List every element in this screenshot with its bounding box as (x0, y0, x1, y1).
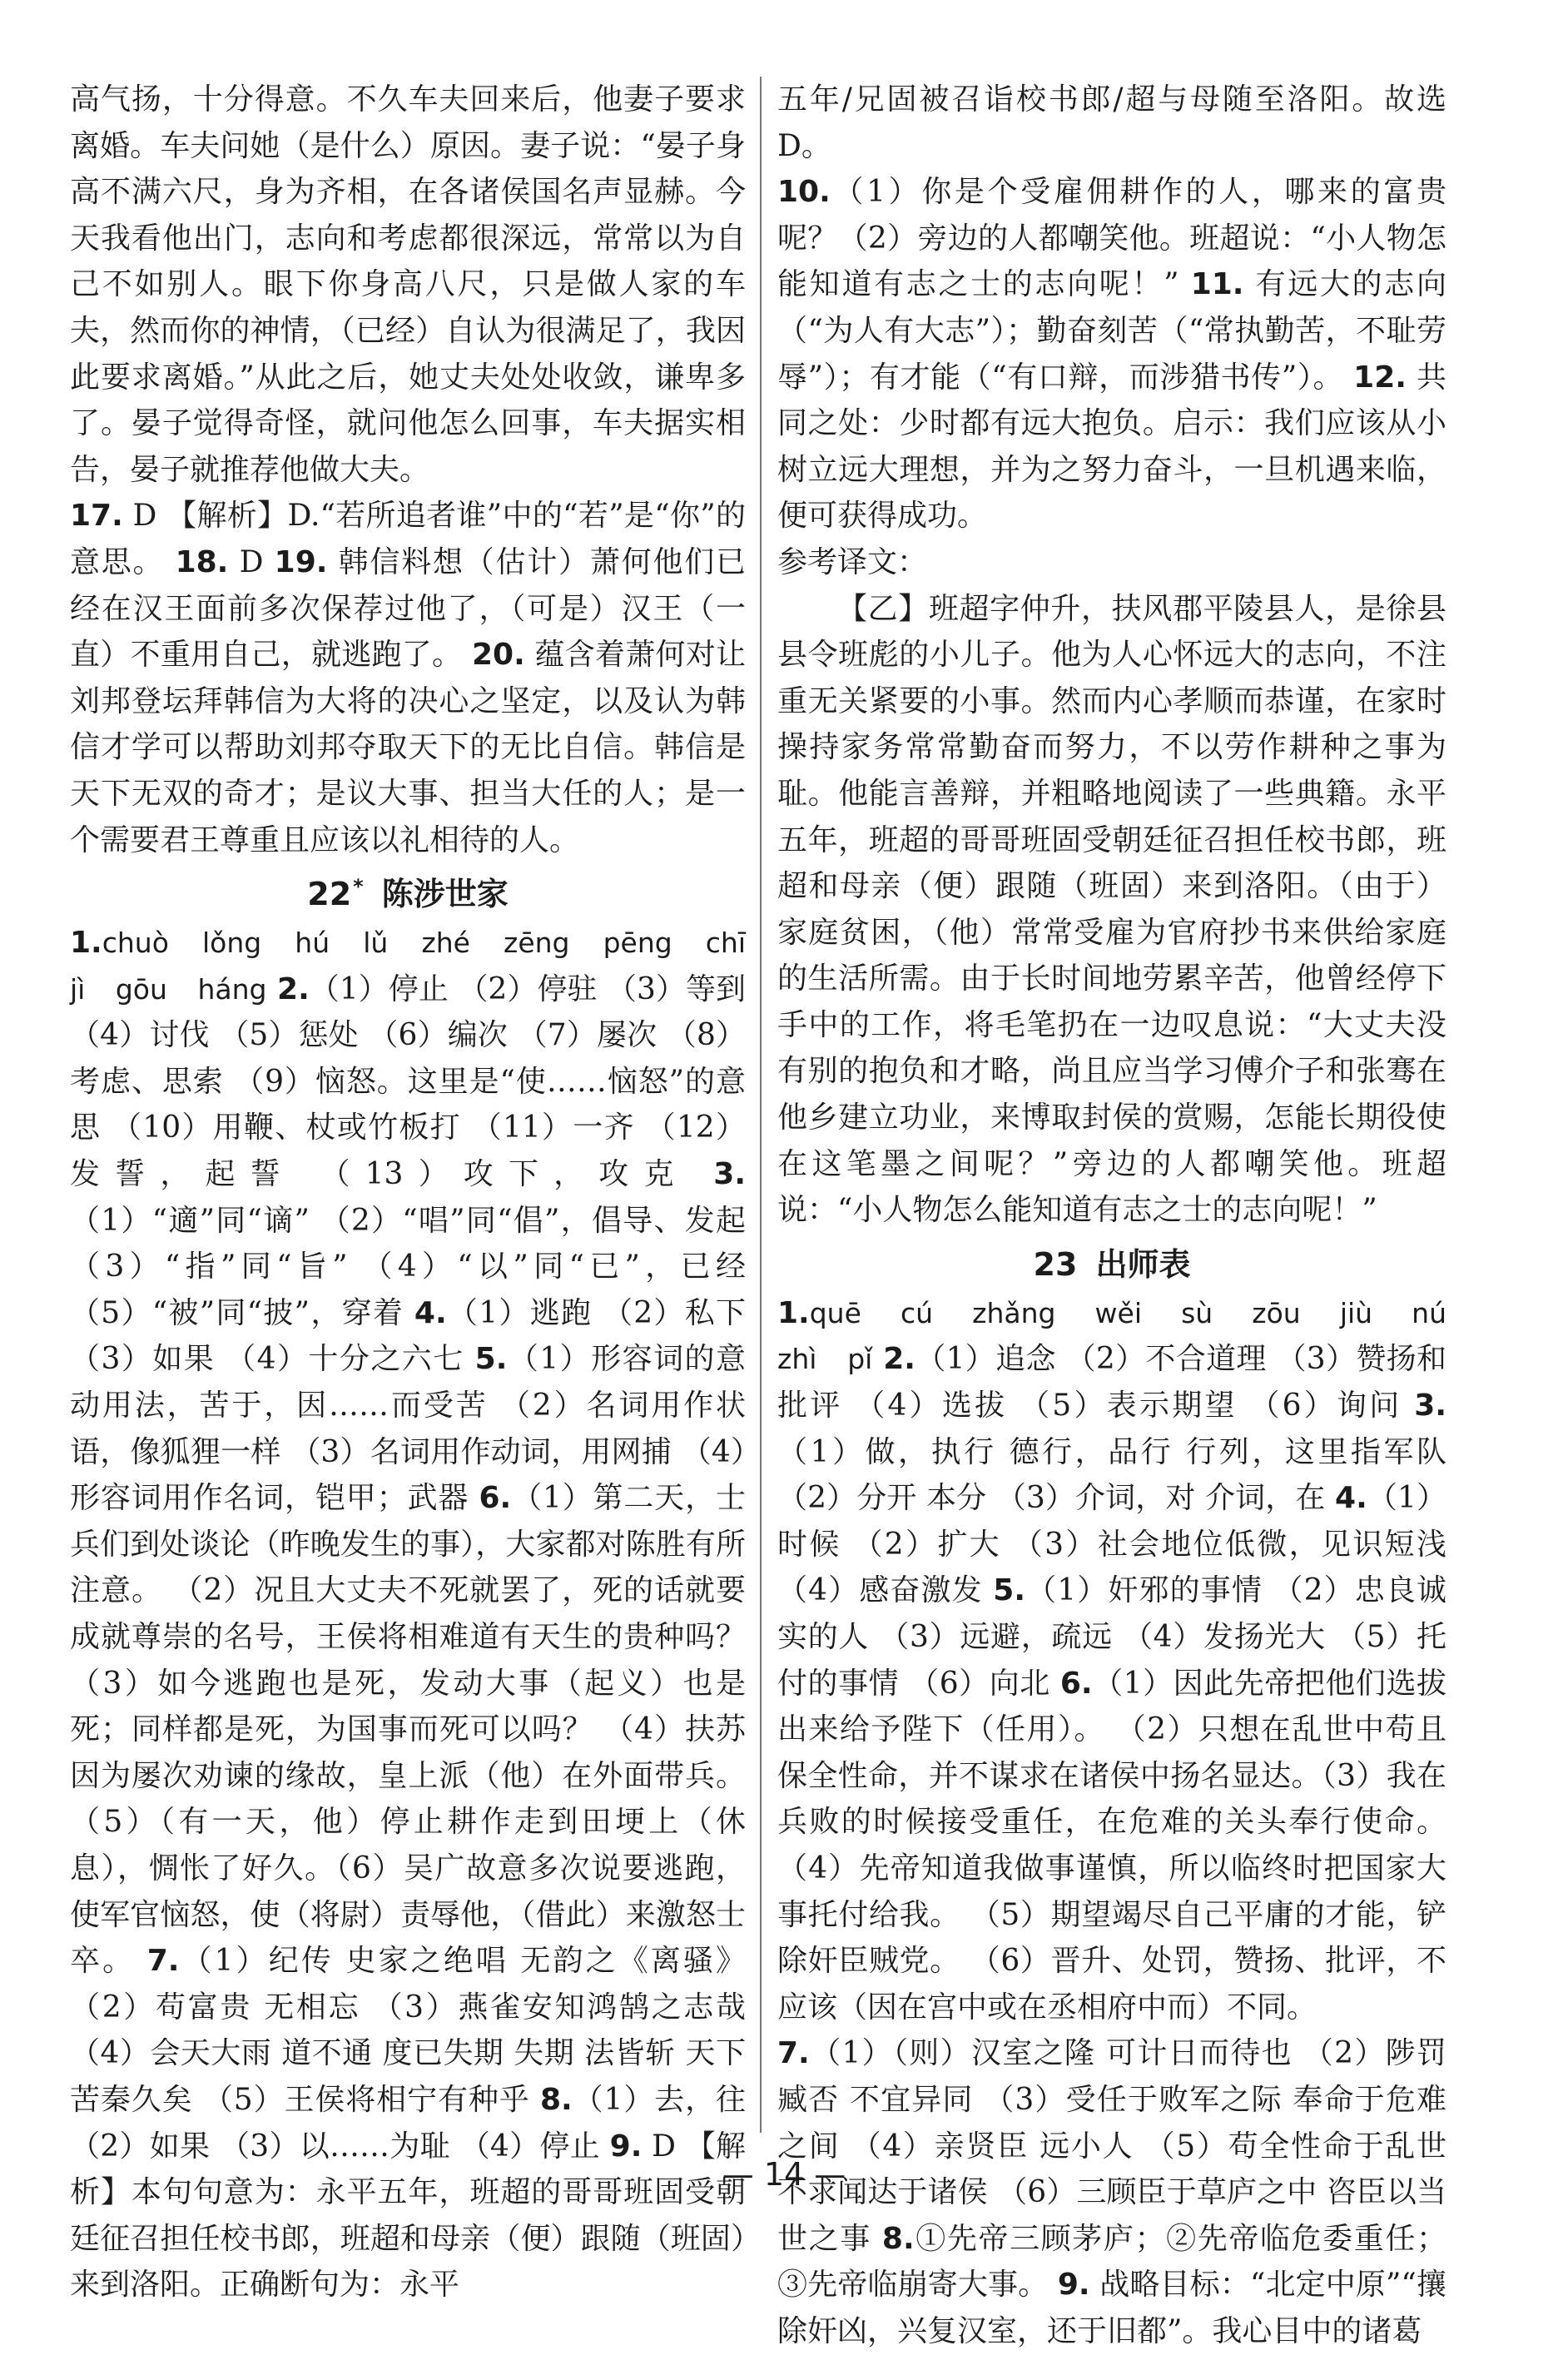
s23-q3-number: 3. (1414, 1389, 1446, 1423)
s22-pinyin: chuò lǒng hú lǔ zhé zēng pēng chī jì gōu háng (70, 927, 746, 1006)
s22-q9-text: D 【解析】本句句意为：永平五年，班超的哥哥班固受朝廷征召担任校书郎，班超和母亲（便）跟随（班固）来到洛阳。正确断句为：永平 (70, 2129, 746, 2303)
s23-q9-text: 战略目标：“北定中原”“攘除奸凶，兴复汉室，还于旧都”。我心目中的诸葛 (777, 2268, 1446, 2348)
q17-number: 17. (70, 499, 123, 534)
s22-q2-number: 2. (266, 971, 310, 1006)
section-23-title: 出师表 (1095, 1245, 1191, 1283)
q19-number: 19. (274, 544, 328, 579)
q20-number: 20. (472, 638, 525, 673)
s22-q8-text: （1）去，往 （2）如果 （3）以……为耻 （4）停止 (70, 2082, 747, 2164)
q20-text: 蕴含着萧何对让刘邦登坛拜韩信为大将的决心之坚定，以及认为韩信才学可以帮助刘邦夺取天下的无比自信。韩信是天下无双的奇才；是议大事、担当大任的人；是一个需要君王尊重且应该以礼相待的人。 (70, 638, 746, 857)
right-column (777, 77, 1446, 2355)
section-22-heading (70, 870, 746, 918)
answers-17-20 (70, 493, 746, 863)
q12-number: 12. (1353, 360, 1407, 395)
s22-q4-text: （1）逃跑 （2）私下 （3）如果 （4）十分之六七 (70, 1295, 746, 1377)
q10-text: （1）你是个受雇佣耕作的人，哪来的富贵呢？（2）旁边的人都嘲笑他。班超说：“小人物怎能知道有志之士的志向呢！” (777, 175, 1446, 302)
section-23-number: 23 (1033, 1245, 1078, 1283)
q18-text: D (228, 544, 275, 579)
s23-q7-number: 7. (777, 2036, 810, 2071)
s22-q2-text: （1）停止 （2）停驻 （3）等到 （4）讨伐 （5）惩处 （6）编次 （7）屡次 （8）考虑、思索 （9）恼怒。这里是“使……恼怒”的意思 （10）用鞭、杖或竹板打 （11）一齐 （12）发誓，起誓 （13）攻下，攻克 (70, 971, 746, 1192)
s23-q1-number: 1. (777, 1295, 810, 1330)
left-column (70, 77, 746, 2308)
s23-q4-text: （1）时候 （2）扩大 （3）社会地位低微，见识短浅 （4）感奋激发 (777, 1481, 1447, 1608)
section-23-heading (777, 1240, 1446, 1289)
q10-number: 10. (777, 175, 831, 210)
s23-q8-text: ①先帝三顾茅庐；②先帝临危委重任；③先帝临崩寄大事。 (777, 2221, 1446, 2303)
s23-q3-text: （1）做，执行 德行，品行 行列，这里指军队 （2）分开 本分 （3）介词，对 介词，在 (777, 1434, 1446, 1516)
s23-q2-text: （1）追念 （2）不合道理 （3）赞扬和批评 （4）选拔 （5）表示期望 （6）询问 (777, 1342, 1447, 1423)
section-22-star: * (353, 875, 364, 899)
q9-continued: 五年/兄固被召诣校书郎/超与母随至洛阳。故选 D。 (777, 82, 1446, 163)
s22-q9-number: 9. (609, 2129, 643, 2164)
q18-number: 18. (175, 544, 229, 579)
s23-q9-number: 9. (1057, 2268, 1090, 2303)
s23-q5-text: （1）奸邪的事情 （2）忠良诚实的人 （3）远避，疏远 （4）发扬光大 （5）托付的事情 （6）向北 (777, 1573, 1446, 1701)
s22-q1-number: 1. (70, 926, 102, 961)
section-22-title: 陈涉世家 (381, 876, 509, 913)
s22-q7-number: 7. (146, 1944, 180, 1979)
q11-text: 有远大的志向（“为人有大志”）；勤奋刻苦（“常执勤苦，不耻劳辱”）；有才能（“有口辩，而涉猎书传”）。 (777, 267, 1446, 395)
s22-q5-number: 5. (474, 1342, 508, 1377)
s22-q3-text: （1）“適”同“谪” （2）“唱”同“倡”，倡导、发起 （3）“指”同“旨” （4）“以”同“已”，已经 （5）“被”同“披”，穿着 (70, 1203, 746, 1330)
s23-pinyin: quē cú zhǎng wěi sù zōu jiù nú zhì pǐ (777, 1296, 1446, 1376)
s22-q6-number: 6. (479, 1481, 512, 1516)
translation-continued: 高气扬，十分得意。不久车夫回来后，他妻子要求离婚。车夫问她（是什么）原因。妻子说：“晏子身高不满六尺，身为齐相，在各诸侯国名声显赫。今天我看他出门，志向和考虑都很深远，常常以为自己不如别人。眼下你身高八尺，只是做人家的车夫，然而你的神情，（已经）自认为很满足了，我因此要求离婚。”从此之后，她丈夫处处收敛，谦卑多了。晏子觉得奇怪，就问他怎么回事，车夫据实相告，晏子就推荐他做大夫。 (70, 82, 746, 487)
s22-q3-number: 3. (713, 1157, 746, 1192)
answers-10-12 (777, 169, 1446, 539)
s22-q7-text: （1）纪传 史家之绝唱 无韵之《离骚》 （2）苟富贵 无相忘 （3）燕雀安知鸿鹄之志哉 （4）会天大雨 道不通 度已失期 失期 法皆斩 天下苦秦久矣 （5）王侯将相宁有种乎 (70, 1944, 746, 2117)
q19-text: 韩信料想（估计）萧何他们已经在汉王面前多次保荐过他了，（可是）汉王（一直）不重用自己，就逃跑了。 (70, 544, 746, 673)
s23-q8-number: 8. (881, 2221, 915, 2256)
column-divider (760, 77, 762, 2133)
s23-q5-number: 5. (993, 1573, 1026, 1608)
s22-q8-number: 8. (540, 2082, 573, 2117)
q11-number: 11. (1190, 267, 1244, 302)
s22-q6-text: （1）第二天，士兵们到处谈论（昨晚发生的事），大家都对陈胜有所注意。 （2）况且大丈夫不死就罢了，死的话就要成就尊崇的名号，王侯将相难道有天生的贵种吗？（3）如今逃跑也是死，发动大事（起义）也是死；同样都是死，为国事而死可以吗？ （4）扶苏因为屡次劝谏的缘故，皇上派（他）在外面带兵。 （5）（有一天，他）停止耕作走到田埂上（休息），惆怅了好久。（6）吴广故意多次说要逃跑，使军官恼怒，使（将尉）责辱他，（借此）来激怒士卒。 (70, 1481, 746, 1979)
section-22-answers (70, 920, 746, 2308)
s22-q4-number: 4. (414, 1295, 447, 1330)
section-22-number: 22 (307, 876, 352, 913)
q12-text: 共同之处：少时都有远大抱负。启示：我们应该从小树立远大理想，并为之努力奋斗，一旦机遇来临，便可获得成功。 (777, 360, 1446, 534)
s23-q7-text: （1）（则）汉室之隆 可计日而待也 （2）陟罚臧否 不宜异同 （3）受任于败军之际 奉命于危难之间 （4）亲贤臣 远小人 （5）苟全性命于乱世 不求闻达于诸侯 （6）三顾臣于草庐之中 咨臣以当世之事 (777, 2036, 1446, 2256)
s23-q2-number: 2. (872, 1342, 915, 1377)
reference-translation-label: 参考译文： (777, 544, 928, 579)
section-23-answers (777, 1290, 1446, 2031)
s23-q6-text: （1）因此先帝把他们选拔出来给予陛下（任用）。 （2）只想在乱世中苟且保全性命，并不谋求在诸侯中扬名显达。（3）我在兵败的时候接受重任，在危难的关头奉行使命。 （4）先帝知道我做事谨慎，所以临终时把国家大事托付给我。 （5）期望竭尽自己平庸的才能，铲除奸臣贼党。 （6）晋升、处罚，赞扬、批评，不应该（因在宫中或在丞相府中而）不同。 (777, 1666, 1447, 2025)
page-number: — 14 — (722, 2156, 846, 2193)
s23-q4-number: 4. (1335, 1481, 1367, 1516)
q17-text: D 【解析】D.“若所追者谁”中的“若”是“你”的意思。 (70, 499, 746, 579)
s23-q6-number: 6. (1059, 1666, 1093, 1701)
reference-translation: 【乙】班超字仲升，扶风郡平陵县人，是徐县县令班彪的小儿子。他为人心怀远大的志向，不注重无关紧要的小事。然而内心孝顺而恭谨，在家时操持家务常常勤奋而努力，不以劳作耕种之事为耻。他能言善辩，并粗略地阅读了一些典籍。永平五年，班超的哥哥班固受朝廷征召担任校书郎，班超和母亲（便）跟随（班固）来到洛阳。（由于）家庭贫困，（他）常常受雇为官府抄书来供给家庭的生活所需。由于长时间地劳累辛苦，他曾经停下手中的工作，将毛笔扔在一边叹息说：“大丈夫没有别的抱负和才略，尚且应当学习傅介子和张骞在他乡建立功业，来博取封侯的赏赐，怎能长期役使在这笔墨之间呢？”旁边的人都嘲笑他。班超说：“小人物怎么能知道有志之士的志向呢！” (777, 591, 1446, 1228)
s22-q5-text: （1）形容词的意动用法，苦于，因……而受苦 （2）名词用作状语，像狐狸一样 （3）名词用作动词，用网捕 （4）形容词用作名词，铠甲；武器 (70, 1342, 747, 1516)
